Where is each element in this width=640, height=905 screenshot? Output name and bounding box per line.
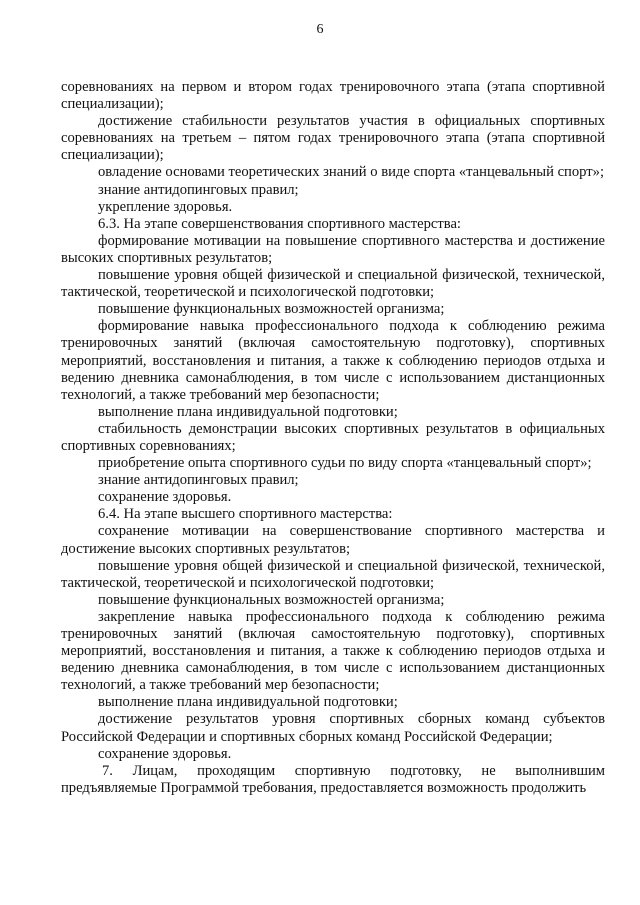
paragraph: выполнение плана индивидуальной подготовки; <box>98 403 398 420</box>
paragraph: сохранение мотивации на совершенствование спортивного мастерства и достижение высоких спортивных результатов; <box>61 523 605 557</box>
paragraph-continuation: соревнованиях на первом и втором годах тренировочного этапа (этапа спортивной специализации); <box>61 79 605 113</box>
paragraph: овладение основами теоретических знаний о виде спорта «танцевальный спорт»; <box>98 164 604 181</box>
paragraph: повышение уровня общей физической и специальной физической, технической, тактической, теоретической и психологической подготовки; <box>61 267 605 301</box>
paragraph: выполнение плана индивидуальной подготовки; <box>98 694 398 711</box>
section-7-paragraph: 7. Лицам, проходящим спортивную подготовку, не выполнившим предъявляемые Программой требования, предоставляется возможность продолжить <box>61 762 605 796</box>
paragraph: повышение уровня общей физической и специальной физической, технической, тактической, теоретической и психологической подготовки; <box>61 557 605 591</box>
page-number: 6 <box>316 22 324 37</box>
paragraph: знание антидопинговых правил; <box>98 181 299 198</box>
paragraph: приобретение опыта спортивного судьи по виду спорта «танцевальный спорт»; <box>98 455 592 472</box>
paragraph: повышение функциональных возможностей организма; <box>98 301 445 318</box>
paragraph: стабильность демонстрации высоких спортивных результатов в официальных спортивных соревнованиях; <box>61 420 605 454</box>
paragraph: формирование мотивации на повышение спортивного мастерства и достижение высоких спортивных результатов; <box>61 232 605 266</box>
paragraph: сохранение здоровья. <box>98 489 232 506</box>
paragraph: достижение результатов уровня спортивных сборных команд субъектов Российской Федерации и спортивных сборных команд Российской Федерации; <box>61 711 605 745</box>
document-body <box>61 79 605 797</box>
paragraph: формирование навыка профессионального подхода к соблюдению режима тренировочных занятий (включая самостоятельную подготовку), спортивных мероприятий, восстановления и питания, а также к соблюдению периодов отдыха и ведению дневника самонаблюдения, в том числе с использованием дистанционных технологий, а также требований мер безопасности; <box>61 318 605 403</box>
paragraph: знание антидопинговых правил; <box>98 472 299 489</box>
paragraph: сохранение здоровья. <box>98 745 232 762</box>
section-heading-6-4: 6.4. На этапе высшего спортивного мастерства: <box>98 506 393 523</box>
paragraph: закрепление навыка профессионального подхода к соблюдению режима тренировочных занятий (включая самостоятельную подготовку), спортивных мероприятий, восстановления и питания, а также к соблюдению периодов отдыха и ведению дневника самонаблюдения, в том числе с использованием дистанционных технологий, а также требований мер безопасности; <box>61 608 605 694</box>
paragraph: достижение стабильности результатов участия в официальных спортивных соревнованиях на третьем – пятом годах тренировочного этапа (этапа спортивной специализации); <box>61 113 605 164</box>
paragraph: укрепление здоровья. <box>98 198 233 215</box>
section-heading-6-3: 6.3. На этапе совершенствования спортивного мастерства: <box>98 215 461 232</box>
paragraph: повышение функциональных возможностей организма; <box>98 591 445 608</box>
